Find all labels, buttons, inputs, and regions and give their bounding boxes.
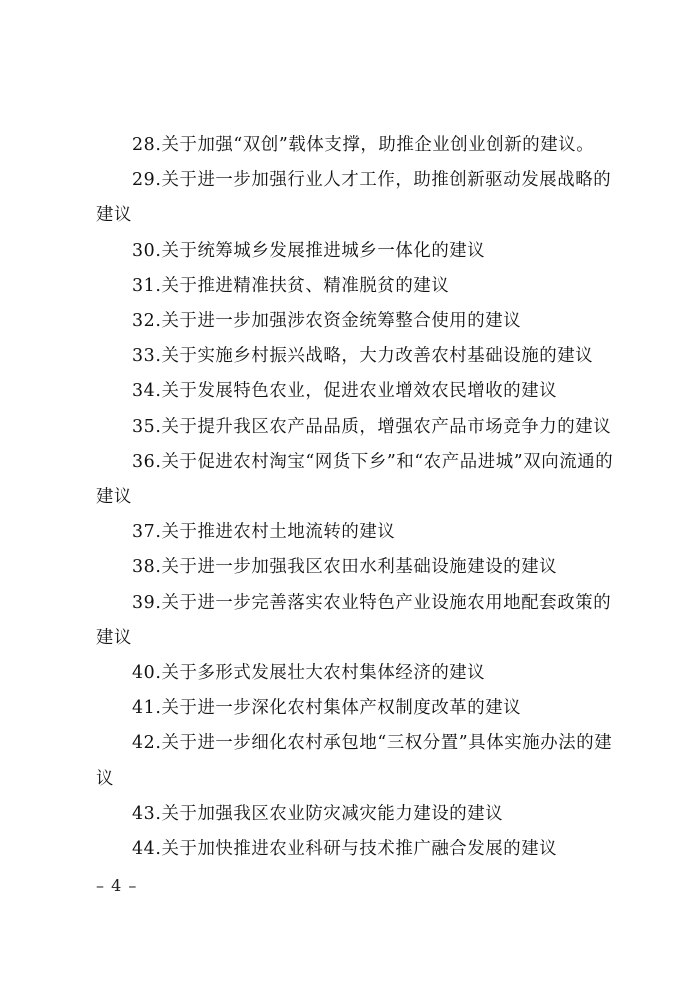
list-item: 35.关于提升我区农产品品质，增强农产品市场竞争力的建议	[132, 416, 612, 437]
list-item: 39.关于进一步完善落实农业特色产业设施农用地配套政策的建议	[96, 592, 612, 648]
list-item: 37.关于推进农村土地流转的建议	[132, 522, 396, 543]
list-item: 42.关于进一步细化农村承包地“三权分置”具体实施办法的建议	[96, 733, 613, 789]
list-item: 33.关于实施乡村振兴战略，大力改善农村基础设施的建议	[132, 346, 594, 367]
page-number: – 4 –	[96, 876, 138, 895]
list-item: 32.关于进一步加强涉农资金统筹整合使用的建议	[132, 311, 522, 332]
list-item: 34.关于发展特色农业，促进农业增效农民增收的建议	[132, 381, 558, 402]
list-item: 41.关于进一步深化农村集体产权制度改革的建议	[132, 698, 522, 719]
list-item: 28.关于加强“双创”载体支撑，助推企业创业创新的建议。	[132, 135, 595, 155]
list-item: 38.关于进一步加强我区农田水利基础设施建设的建议	[132, 557, 558, 578]
list-item: 43.关于加强我区农业防灾减灾能力建设的建议	[132, 803, 504, 824]
list-item: 30.关于统筹城乡发展推进城乡一体化的建议	[132, 240, 486, 261]
list-item: 44.关于加快推进农业科研与技术推广融合发展的建议	[132, 839, 558, 860]
list-item: 36.关于促进农村淘宝“网货下乡”和“农产品进城”双向流通的建议	[96, 451, 614, 508]
list-item: 29.关于进一步加强行业人才工作，助推创新驱动发展战略的建议	[96, 170, 612, 226]
list-item: 40.关于多形式发展壮大农村集体经济的建议	[132, 663, 486, 684]
suggestion-list	[96, 128, 616, 867]
list-item: 31.关于推进精准扶贫、精准脱贫的建议	[132, 275, 450, 296]
